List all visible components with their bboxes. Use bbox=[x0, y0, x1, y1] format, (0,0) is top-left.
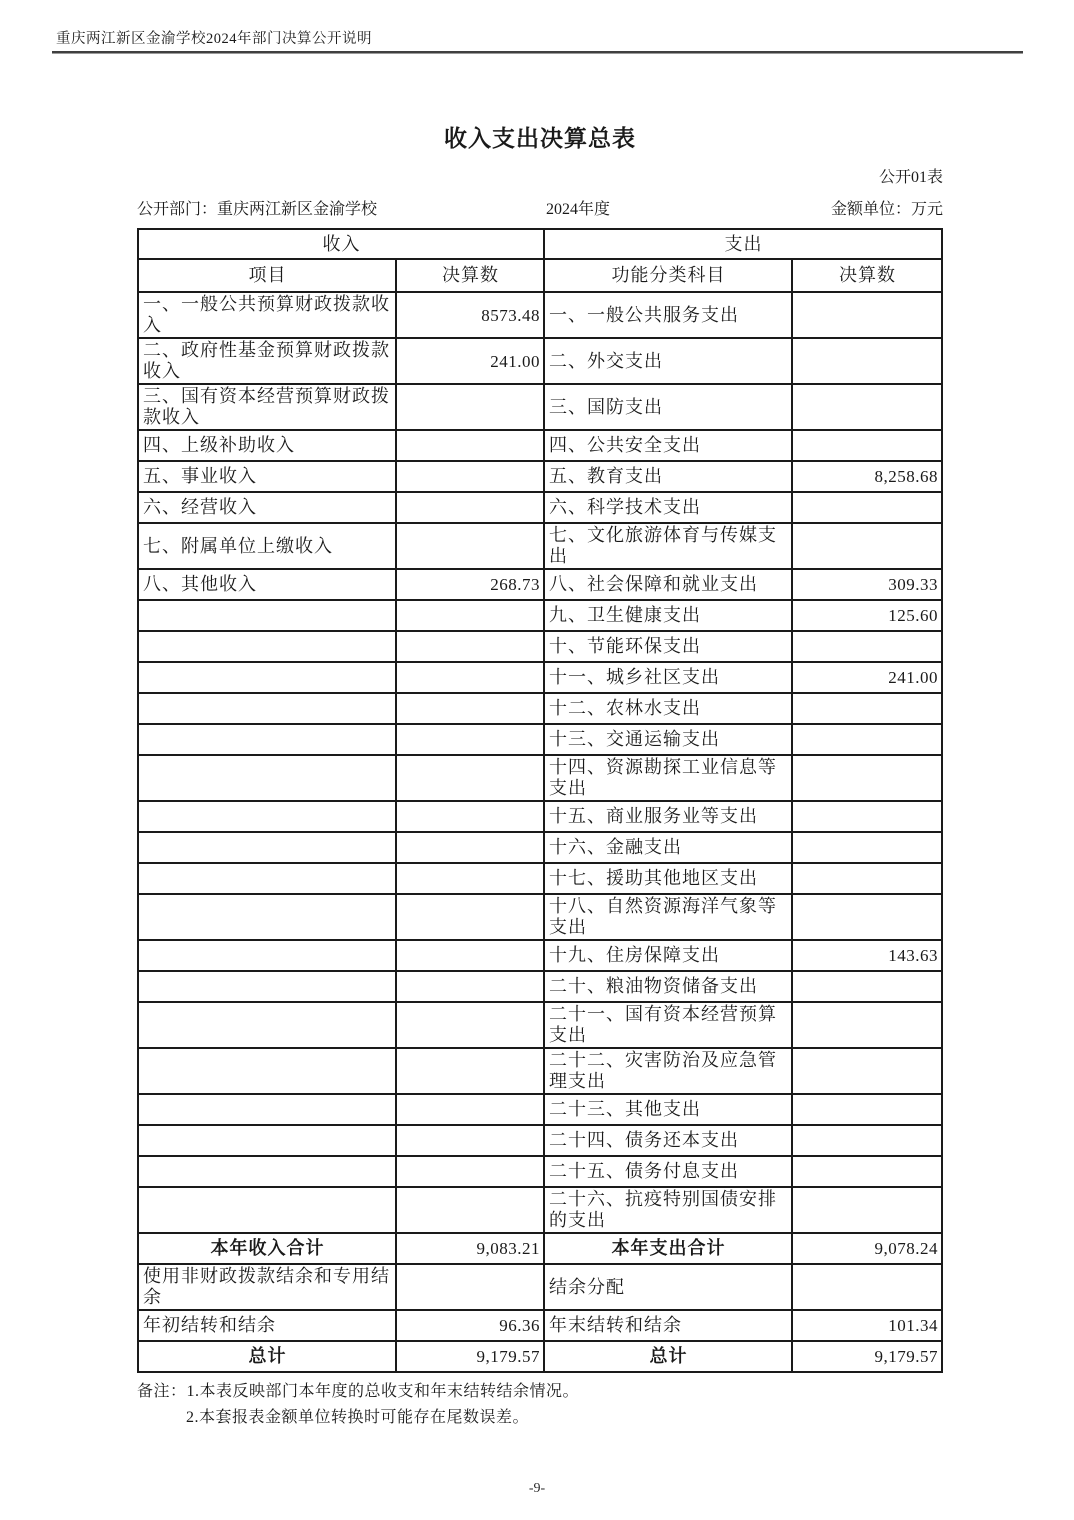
expense-value-cell bbox=[792, 1187, 942, 1233]
expense-value-cell bbox=[792, 801, 942, 832]
expense-item-cell: 二十三、其他支出 bbox=[544, 1094, 792, 1125]
expense-value-cell bbox=[792, 971, 942, 1002]
income-value-cell bbox=[396, 1002, 544, 1048]
income-item-cell bbox=[138, 724, 396, 755]
income-value-cell bbox=[396, 724, 544, 755]
table-row bbox=[138, 1187, 942, 1233]
expense-item-cell: 年末结转和结余 bbox=[544, 1310, 792, 1341]
income-item-cell bbox=[138, 801, 396, 832]
expense-value-cell: 143.63 bbox=[792, 940, 942, 971]
expense-value-cell bbox=[792, 832, 942, 863]
table-row bbox=[138, 1125, 942, 1156]
table-row bbox=[138, 863, 942, 894]
income-value-cell bbox=[396, 801, 544, 832]
expense-item-cell: 结余分配 bbox=[544, 1264, 792, 1310]
table-row bbox=[138, 492, 942, 523]
income-value-cell bbox=[396, 662, 544, 693]
income-item-cell bbox=[138, 1187, 396, 1233]
expense-value-cell bbox=[792, 430, 942, 461]
expense-item-cell: 本年支出合计 bbox=[544, 1233, 792, 1264]
income-value-cell bbox=[396, 430, 544, 461]
table-info-line bbox=[137, 196, 943, 220]
expense-group-header: 支出 bbox=[544, 229, 942, 259]
total-row bbox=[138, 1233, 942, 1264]
income-value-cell bbox=[396, 863, 544, 894]
income-value-cell: 9,083.21 bbox=[396, 1233, 544, 1264]
income-item-cell: 六、经营收入 bbox=[138, 492, 396, 523]
income-value-cell bbox=[396, 384, 544, 430]
table-row bbox=[138, 292, 942, 338]
expense-value-cell bbox=[792, 631, 942, 662]
income-item-cell bbox=[138, 1002, 396, 1048]
expense-item-cell: 十九、住房保障支出 bbox=[544, 940, 792, 971]
income-item-cell bbox=[138, 1048, 396, 1094]
expense-item-cell: 二十一、国有资本经营预算支出 bbox=[544, 1002, 792, 1048]
expense-item-cell: 二十六、抗疫特别国债安排的支出 bbox=[544, 1187, 792, 1233]
income-item-cell: 七、附属单位上缴收入 bbox=[138, 523, 396, 569]
expense-value-cell bbox=[792, 292, 942, 338]
expense-item-cell: 十七、援助其他地区支出 bbox=[544, 863, 792, 894]
table-row bbox=[138, 1310, 942, 1341]
table-code-label: 公开01表 bbox=[878, 169, 943, 186]
table-row bbox=[138, 662, 942, 693]
income-value-cell bbox=[396, 894, 544, 940]
table-row bbox=[138, 1264, 942, 1310]
table-row bbox=[138, 724, 942, 755]
expense-value-cell: 9,078.24 bbox=[792, 1233, 942, 1264]
expense-item-cell: 二十四、债务还本支出 bbox=[544, 1125, 792, 1156]
expense-item-cell: 二十五、债务付息支出 bbox=[544, 1156, 792, 1187]
income-item-column-header: 项目 bbox=[138, 259, 396, 292]
expense-value-cell bbox=[792, 492, 942, 523]
expense-value-cell bbox=[792, 724, 942, 755]
income-item-cell: 年初结转和结余 bbox=[138, 1310, 396, 1341]
income-item-cell bbox=[138, 1125, 396, 1156]
income-item-cell bbox=[138, 940, 396, 971]
expense-value-cell bbox=[792, 755, 942, 801]
table-row bbox=[138, 971, 942, 1002]
income-value-cell bbox=[396, 631, 544, 662]
income-item-cell bbox=[138, 1094, 396, 1125]
group-header-row bbox=[138, 229, 942, 259]
income-item-cell: 三、国有资本经营预算财政拨款收入 bbox=[138, 384, 396, 430]
income-group-header: 收入 bbox=[138, 229, 544, 259]
total-row bbox=[138, 1341, 942, 1372]
expense-value-cell bbox=[792, 1264, 942, 1310]
table-row bbox=[138, 430, 942, 461]
expense-value-cell bbox=[792, 894, 942, 940]
income-value-cell: 8573.48 bbox=[396, 292, 544, 338]
income-value-cell bbox=[396, 1156, 544, 1187]
expense-value-cell: 125.60 bbox=[792, 600, 942, 631]
income-value-cell bbox=[396, 600, 544, 631]
income-item-cell bbox=[138, 755, 396, 801]
income-item-cell bbox=[138, 631, 396, 662]
amount-unit-label: 金额单位：万元 bbox=[830, 201, 943, 218]
income-item-cell: 使用非财政拨款结余和专用结余 bbox=[138, 1264, 396, 1310]
expense-item-cell: 四、公共安全支出 bbox=[544, 430, 792, 461]
income-value-cell bbox=[396, 755, 544, 801]
table-row bbox=[138, 693, 942, 724]
income-item-cell bbox=[138, 894, 396, 940]
income-item-cell: 总计 bbox=[138, 1341, 396, 1372]
table-row bbox=[138, 384, 942, 430]
income-value-cell: 96.36 bbox=[396, 1310, 544, 1341]
income-item-cell bbox=[138, 600, 396, 631]
table-body bbox=[138, 292, 942, 1372]
income-item-cell: 四、上级补助收入 bbox=[138, 430, 396, 461]
page-number: -9- bbox=[528, 1481, 546, 1496]
income-value-cell: 241.00 bbox=[396, 338, 544, 384]
table-row bbox=[138, 461, 942, 492]
page-title: 收入支出决算总表 bbox=[444, 126, 636, 151]
expense-value-cell bbox=[792, 384, 942, 430]
income-item-cell bbox=[138, 971, 396, 1002]
income-value-cell bbox=[396, 693, 544, 724]
expense-item-cell: 十六、金融支出 bbox=[544, 832, 792, 863]
expense-value-cell bbox=[792, 1156, 942, 1187]
income-value-cell bbox=[396, 492, 544, 523]
table-row bbox=[138, 940, 942, 971]
expense-value-cell: 309.33 bbox=[792, 569, 942, 600]
income-value-cell bbox=[396, 523, 544, 569]
income-value-cell: 268.73 bbox=[396, 569, 544, 600]
table-row bbox=[138, 631, 942, 662]
expense-value-cell bbox=[792, 863, 942, 894]
income-item-cell: 一、一般公共预算财政拨款收入 bbox=[138, 292, 396, 338]
income-item-cell bbox=[138, 863, 396, 894]
footnote-line-1: 备注：1.本表反映部门本年度的总收支和年末结转结余情况。 bbox=[137, 1383, 580, 1400]
income-item-cell bbox=[138, 693, 396, 724]
table-row bbox=[138, 1048, 942, 1094]
footnote-line-2: 2.本套报表金额单位转换时可能存在尾数误差。 bbox=[186, 1409, 530, 1426]
table-row bbox=[138, 894, 942, 940]
expense-value-cell bbox=[792, 1094, 942, 1125]
income-item-cell bbox=[138, 1156, 396, 1187]
income-value-cell bbox=[396, 1125, 544, 1156]
income-value-cell bbox=[396, 832, 544, 863]
table-row bbox=[138, 832, 942, 863]
expense-item-cell: 十五、商业服务业等支出 bbox=[544, 801, 792, 832]
income-item-cell bbox=[138, 832, 396, 863]
expense-value-cell bbox=[792, 1048, 942, 1094]
income-value-cell bbox=[396, 1187, 544, 1233]
expense-value-column-header: 决算数 bbox=[792, 259, 942, 292]
income-item-cell bbox=[138, 662, 396, 693]
expense-item-cell: 二十、粮油物资储备支出 bbox=[544, 971, 792, 1002]
expense-value-cell bbox=[792, 693, 942, 724]
expense-item-cell: 七、文化旅游体育与传媒支出 bbox=[544, 523, 792, 569]
expense-item-cell: 九、卫生健康支出 bbox=[544, 600, 792, 631]
income-value-column-header: 决算数 bbox=[396, 259, 544, 292]
income-value-cell bbox=[396, 940, 544, 971]
document-header: 重庆两江新区金渝学校2024年部门决算公开说明 bbox=[56, 31, 372, 47]
expense-item-cell: 十、节能环保支出 bbox=[544, 631, 792, 662]
table-row bbox=[138, 1094, 942, 1125]
expense-item-cell: 三、国防支出 bbox=[544, 384, 792, 430]
expense-item-cell: 十二、农林水支出 bbox=[544, 693, 792, 724]
income-item-cell: 五、事业收入 bbox=[138, 461, 396, 492]
income-value-cell bbox=[396, 461, 544, 492]
expense-item-cell: 一、一般公共服务支出 bbox=[544, 292, 792, 338]
expense-value-cell: 9,179.57 bbox=[792, 1341, 942, 1372]
department-label: 公开部门：重庆两江新区金渝学校 bbox=[137, 201, 378, 218]
expense-item-cell: 总计 bbox=[544, 1341, 792, 1372]
income-value-cell bbox=[396, 1048, 544, 1094]
expense-item-cell: 五、教育支出 bbox=[544, 461, 792, 492]
fiscal-year-label: 2024年度 bbox=[546, 201, 611, 218]
income-value-cell bbox=[396, 971, 544, 1002]
income-item-cell: 八、其他收入 bbox=[138, 569, 396, 600]
table-row bbox=[138, 1002, 942, 1048]
table-row bbox=[138, 1156, 942, 1187]
table-row bbox=[138, 338, 942, 384]
expense-item-column-header: 功能分类科目 bbox=[544, 259, 792, 292]
expense-value-cell bbox=[792, 338, 942, 384]
table-row bbox=[138, 755, 942, 801]
expense-item-cell: 十三、交通运输支出 bbox=[544, 724, 792, 755]
column-header-row bbox=[138, 259, 942, 292]
expense-item-cell: 八、社会保障和就业支出 bbox=[544, 569, 792, 600]
expense-item-cell: 六、科学技术支出 bbox=[544, 492, 792, 523]
income-item-cell: 本年收入合计 bbox=[138, 1233, 396, 1264]
table-row bbox=[138, 600, 942, 631]
income-expense-table bbox=[137, 228, 943, 1373]
table-row bbox=[138, 523, 942, 569]
expense-value-cell: 8,258.68 bbox=[792, 461, 942, 492]
table-row bbox=[138, 801, 942, 832]
expense-value-cell: 101.34 bbox=[792, 1310, 942, 1341]
expense-item-cell: 十八、自然资源海洋气象等支出 bbox=[544, 894, 792, 940]
income-value-cell bbox=[396, 1094, 544, 1125]
expense-item-cell: 十一、城乡社区支出 bbox=[544, 662, 792, 693]
expense-value-cell: 241.00 bbox=[792, 662, 942, 693]
expense-item-cell: 十四、资源勘探工业信息等支出 bbox=[544, 755, 792, 801]
income-value-cell: 9,179.57 bbox=[396, 1341, 544, 1372]
table-row bbox=[138, 569, 942, 600]
page-content bbox=[137, 0, 943, 1431]
footnotes bbox=[137, 1379, 943, 1431]
expense-item-cell: 二十二、灾害防治及应急管理支出 bbox=[544, 1048, 792, 1094]
expense-item-cell: 二、外交支出 bbox=[544, 338, 792, 384]
income-value-cell bbox=[396, 1264, 544, 1310]
income-item-cell: 二、政府性基金预算财政拨款收入 bbox=[138, 338, 396, 384]
expense-value-cell bbox=[792, 1125, 942, 1156]
expense-value-cell bbox=[792, 523, 942, 569]
expense-value-cell bbox=[792, 1002, 942, 1048]
